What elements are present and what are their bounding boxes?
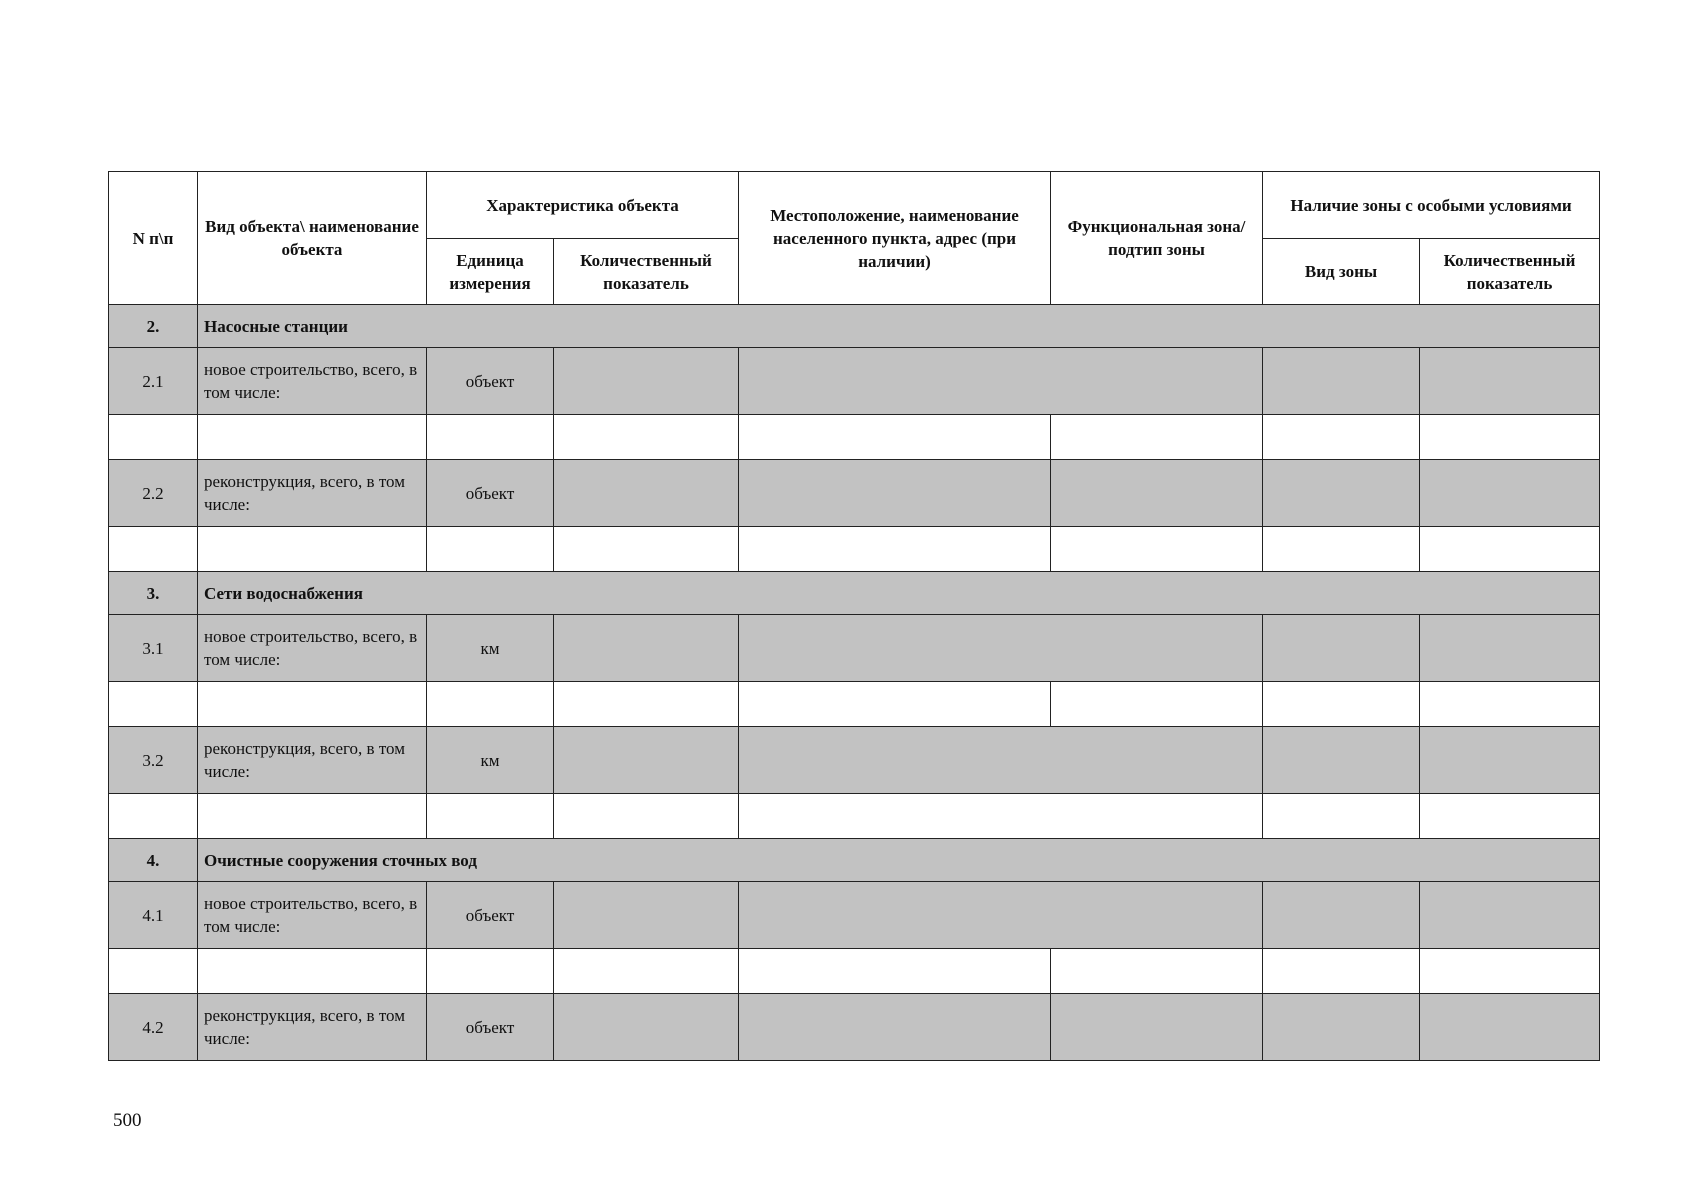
- row-zone-type: [1263, 727, 1420, 794]
- section-title: Насосные станции: [198, 305, 1600, 348]
- objects-table: [108, 171, 1600, 1061]
- row-functional-zone: [1051, 460, 1263, 527]
- row-unit: км: [427, 727, 554, 794]
- row-location: [739, 615, 1263, 682]
- row-quantity: [554, 727, 739, 794]
- header-functional-zone: Функциональная зона/ подтип зоны: [1051, 172, 1263, 305]
- table-row: [109, 460, 1600, 527]
- row-number: 2.1: [109, 348, 198, 415]
- row-zone-type: [1263, 460, 1420, 527]
- section-row: [109, 839, 1600, 882]
- header-special-zone: Наличие зоны с особыми условиями: [1263, 172, 1600, 239]
- row-number: 4.2: [109, 994, 198, 1061]
- row-functional-zone: [1051, 994, 1263, 1061]
- row-number: 3.2: [109, 727, 198, 794]
- blank-row: [109, 794, 1600, 839]
- row-quantity: [554, 994, 739, 1061]
- header-num: N п\п: [109, 172, 198, 305]
- row-zone-type: [1263, 348, 1420, 415]
- row-quantity: [554, 460, 739, 527]
- blank-row: [109, 682, 1600, 727]
- row-zone-quantity: [1420, 348, 1600, 415]
- row-location: [739, 727, 1263, 794]
- header-name: Вид объекта\ наименование объекта: [198, 172, 427, 305]
- header-quantity: Количественный показатель: [554, 239, 739, 305]
- row-number: 4.1: [109, 882, 198, 949]
- header-zone-quantity: Количественный показатель: [1420, 239, 1600, 305]
- header-zone-type: Вид зоны: [1263, 239, 1420, 305]
- table-row: [109, 615, 1600, 682]
- row-number: 2.2: [109, 460, 198, 527]
- blank-row: [109, 949, 1600, 994]
- row-quantity: [554, 882, 739, 949]
- row-name: новое строительство, всего, в том числе:: [198, 615, 427, 682]
- row-zone-quantity: [1420, 882, 1600, 949]
- section-number: 2.: [109, 305, 198, 348]
- section-number: 3.: [109, 572, 198, 615]
- section-row: [109, 572, 1600, 615]
- row-unit: объект: [427, 460, 554, 527]
- page-number: 500: [113, 1110, 142, 1131]
- header-row-1: [109, 172, 1600, 239]
- blank-row: [109, 415, 1600, 460]
- row-name: новое строительство, всего, в том числе:: [198, 348, 427, 415]
- section-title: Сети водоснабжения: [198, 572, 1600, 615]
- row-zone-type: [1263, 994, 1420, 1061]
- row-zone-type: [1263, 615, 1420, 682]
- table-row: [109, 727, 1600, 794]
- row-location: [739, 348, 1263, 415]
- section-number: 4.: [109, 839, 198, 882]
- table-row: [109, 994, 1600, 1061]
- row-zone-quantity: [1420, 994, 1600, 1061]
- section-row: [109, 305, 1600, 348]
- row-unit: объект: [427, 882, 554, 949]
- row-zone-quantity: [1420, 460, 1600, 527]
- blank-row: [109, 527, 1600, 572]
- row-name: новое строительство, всего, в том числе:: [198, 882, 427, 949]
- row-unit: км: [427, 615, 554, 682]
- row-zone-type: [1263, 882, 1420, 949]
- row-name: реконструкция, всего, в том числе:: [198, 994, 427, 1061]
- table-row: [109, 882, 1600, 949]
- row-location: [739, 994, 1051, 1061]
- header-characteristics: Характеристика объекта: [427, 172, 739, 239]
- header-unit: Единица измерения: [427, 239, 554, 305]
- row-name: реконструкция, всего, в том числе:: [198, 460, 427, 527]
- row-location: [739, 882, 1263, 949]
- header-location: Местоположение, наименование населенного пункта, адрес (при наличии): [739, 172, 1051, 305]
- row-unit: объект: [427, 994, 554, 1061]
- row-number: 3.1: [109, 615, 198, 682]
- table-row: [109, 348, 1600, 415]
- section-title: Очистные сооружения сточных вод: [198, 839, 1600, 882]
- row-zone-quantity: [1420, 615, 1600, 682]
- row-name: реконструкция, всего, в том числе:: [198, 727, 427, 794]
- row-zone-quantity: [1420, 727, 1600, 794]
- row-unit: объект: [427, 348, 554, 415]
- row-location: [739, 460, 1051, 527]
- row-quantity: [554, 615, 739, 682]
- row-quantity: [554, 348, 739, 415]
